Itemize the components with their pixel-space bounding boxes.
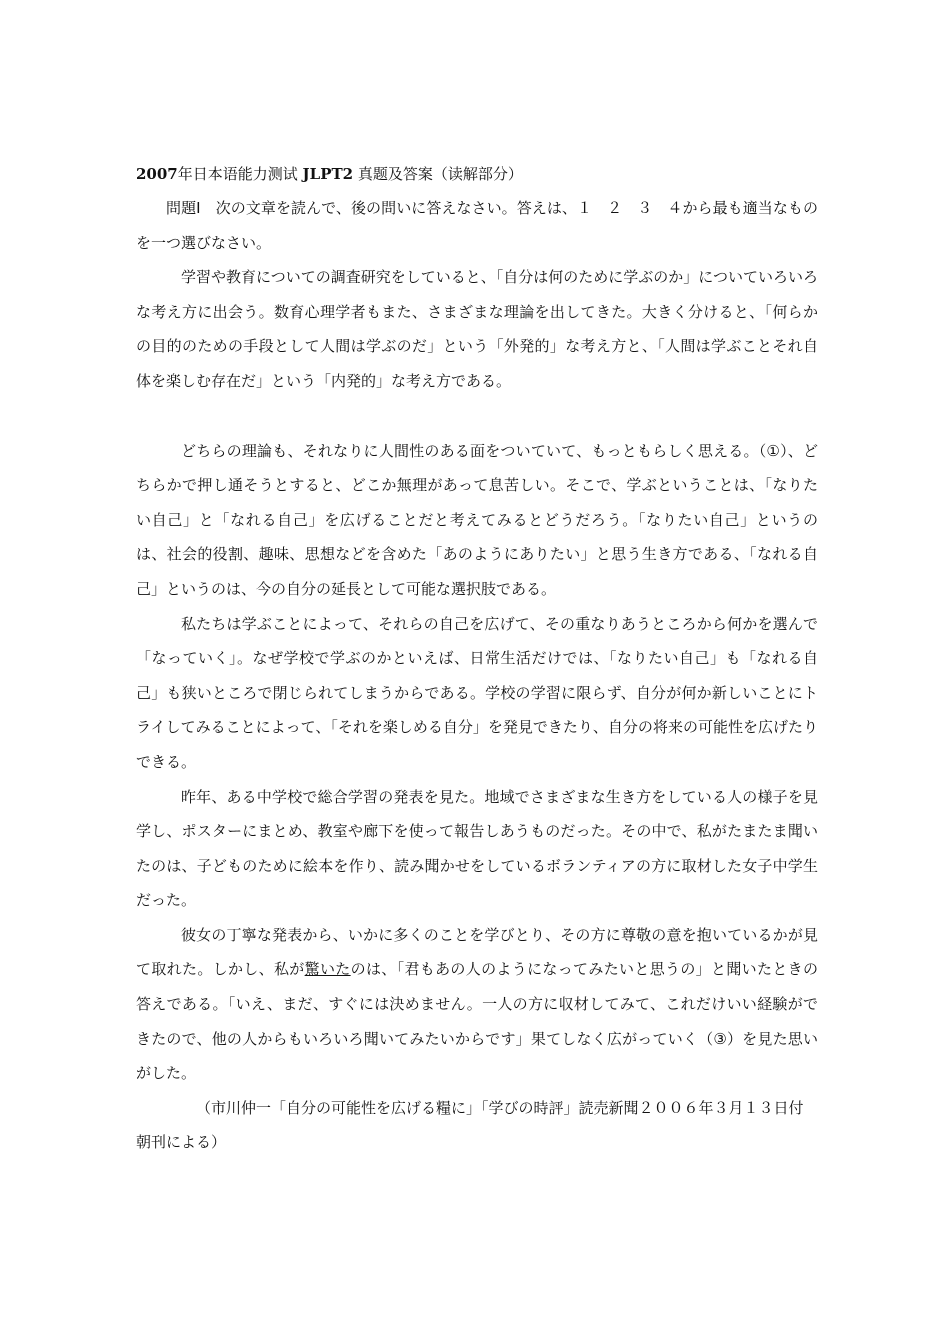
paragraph-1: 学習や教育についての調査研究をしていると、「自分は何のために学ぶのか」についていろいろな考え方に出会う。数育心理学者もまた、さまざまな理論を出してきた。大きく分けると、「何らかの目的のための手段として人間は学ぶのだ」という「外発的」な考え方と、「人間は学ぶことそれ自体を楽しむ存在だ」という「内発的」な考え方である。 [136, 268, 818, 390]
title-exam: JLPT2 [302, 165, 354, 183]
title-mid: 年日本语能力测试 [177, 165, 298, 183]
question-instruction: 問題Ⅰ 次の文章を読んで、後の問いに答えなさい。答えは、１ ２ ３ ４から最も適当なものを一つ選びなさい。 [136, 199, 818, 252]
title-end: 真题及答案（读解部分） [357, 165, 523, 183]
document-page [136, 157, 818, 1160]
paragraph-3: 私たちは学ぶことによって、それらの自己を広げて、その重なりあうところから何かを選んで「なっていく」。なぜ学校で学ぶのかといえば、日常生活だけでは、「なりたい自己」も「なれる自己」も狭いところで閉じられてしまうからである。学校の学習に限らず、自分が何か新しいことにトライしてみることによって、「それを楽しめる自分」を発見できたり、自分の将来の可能性を広げたりできる。 [136, 614, 818, 771]
title-year: 2007 [136, 165, 178, 183]
paragraph-5 [136, 918, 818, 1091]
paragraph-5-before: 彼女の丁寧な発表から、いかに多くのことを学びとり、その方に尊敬の意を抱いているかが見て取れた。しかし、私が [136, 925, 818, 979]
source-citation: （市川仲一「自分の可能性を広げる糧に」「学びの時評」読売新聞２００６年３月１３日付朝刊による） [136, 1098, 804, 1152]
paragraph-2: どちらの理論も、それなりに人間性のある面をついていて、もっともらしく思える。（①）、どちらかで押し通そうとすると、どこか無理があって息苦しい。そこで、学ぶということは、「なりたい自己」と「なれる自己」を広げることだと考えてみるとどうだろう。「なりたい自己」というのは、社会的役割、趣味、思想などを含めた「あのようにありたい」と思う生き方である、「なれる自己」というのは、今の自分の延長として可能な選択肢である。 [136, 441, 818, 598]
document-title [136, 157, 818, 191]
underlined-word: 驚いた [304, 960, 351, 979]
paragraph-4: 昨年、ある中学校で総合学習の発表を見た。地域でさまざまな生き方をしている人の様子を見学し、ポスターにまとめ、教室や廊下を使って報告しあうものだった。その中で、私がたまたま聞いたのは、子どものために絵本を作り、読み聞かせをしているボランティアの方に取材した女子中学生だった。 [136, 787, 818, 910]
paragraph-5-after: のは、「君もあの人のようになってみたいと思うの」と聞いたときの答えである。「いえ、まだ、すぐには決めません。一人の方に収材してみて、これだけいい経験ができたので、他の人からもいろいろ聞いてみたいからです」果てしなく広がっていく（③）を見た思いがした。 [136, 960, 818, 1083]
